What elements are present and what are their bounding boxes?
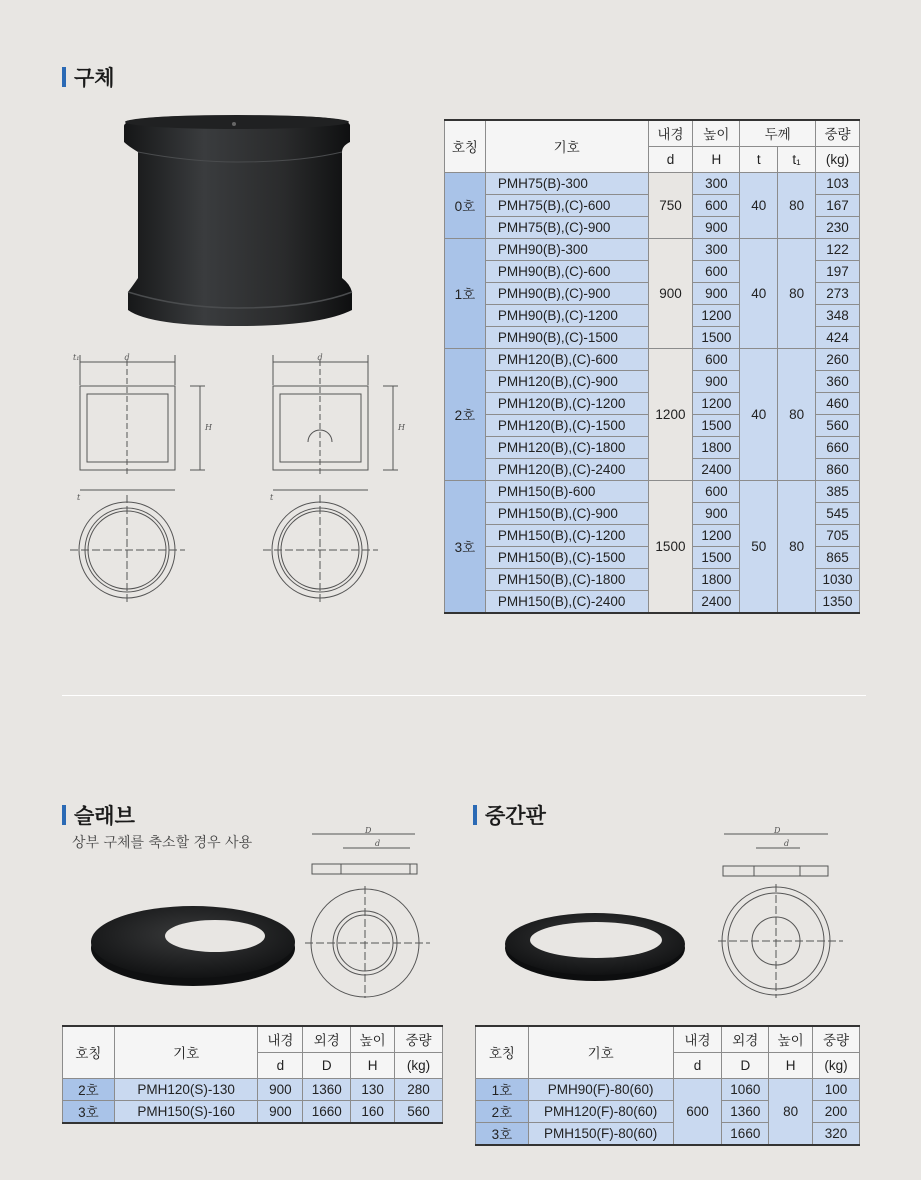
- H-cell: 1500: [693, 326, 740, 348]
- body-spec-table: [444, 119, 860, 614]
- kg-cell: 200: [813, 1100, 860, 1122]
- grade-cell: 3호: [476, 1122, 529, 1145]
- D-cell: 1660: [722, 1122, 769, 1145]
- code-cell: PMH150(B),(C)-900: [485, 502, 648, 524]
- section-title-body: [62, 62, 115, 92]
- H-cell: 600: [693, 348, 740, 370]
- H-cell: 1500: [693, 414, 740, 436]
- dim-label-d: d: [784, 839, 790, 848]
- header-kg: (kg): [395, 1052, 443, 1078]
- kg-cell: 865: [816, 546, 860, 568]
- code-cell: PMH120(B),(C)-1500: [485, 414, 648, 436]
- code-cell: PMH120(B),(C)-1800: [485, 436, 648, 458]
- section-title-mid: [473, 800, 546, 830]
- code-cell: PMH120(B),(C)-2400: [485, 458, 648, 480]
- title-accent-bar: [473, 805, 477, 825]
- H-cell: 1200: [693, 392, 740, 414]
- grade-cell: 1호: [476, 1078, 529, 1100]
- H-cell: 900: [693, 282, 740, 304]
- section-title-slab: [62, 800, 135, 830]
- code-cell: PMH75(B),(C)-900: [485, 216, 648, 238]
- header-code: 기호: [485, 120, 648, 172]
- header-d: d: [648, 146, 693, 172]
- header-D: D: [303, 1052, 351, 1078]
- header-H: H: [351, 1052, 395, 1078]
- dim-label-H: H: [205, 423, 212, 432]
- H-cell: 600: [693, 480, 740, 502]
- dim-label-d: d: [124, 353, 130, 362]
- header-kg: (kg): [813, 1052, 860, 1078]
- t1-cell: 80: [778, 480, 816, 613]
- kg-cell: 320: [813, 1122, 860, 1145]
- kg-cell: 1350: [816, 590, 860, 613]
- section-divider: [62, 695, 866, 696]
- body-drawing-b: [65, 350, 215, 610]
- code-cell: PMH120(F)-80(60): [528, 1100, 673, 1122]
- H-cell: 1800: [693, 436, 740, 458]
- header-height: 높이: [693, 120, 740, 146]
- code-cell: PMH120(B),(C)-600: [485, 348, 648, 370]
- table-row: [476, 1078, 860, 1100]
- table-row: [63, 1100, 443, 1123]
- grade-cell: 0호: [445, 172, 486, 238]
- H-cell: 300: [693, 172, 740, 194]
- d-cell: 1200: [648, 348, 693, 480]
- slab-spec-table: [62, 1025, 443, 1124]
- header-H: H: [693, 146, 740, 172]
- header-grade: 호칭: [445, 120, 486, 172]
- kg-cell: 560: [395, 1100, 443, 1123]
- t1-cell: 80: [778, 172, 816, 238]
- kg-cell: 122: [816, 238, 860, 260]
- code-cell: PMH75(B),(C)-600: [485, 194, 648, 216]
- dim-label-t1: t₁: [73, 353, 80, 362]
- header-kg: (kg): [816, 146, 860, 172]
- dim-label-d: d: [375, 839, 381, 848]
- H-cell: 2400: [693, 590, 740, 613]
- table-row: [445, 348, 860, 370]
- header-inner: 내경: [648, 120, 693, 146]
- header-outer: 외경: [303, 1026, 351, 1052]
- code-cell: PMH150(B),(C)-1200: [485, 524, 648, 546]
- H-cell: 300: [693, 238, 740, 260]
- D-cell: 1360: [303, 1078, 351, 1100]
- grade-cell: 2호: [63, 1078, 115, 1100]
- grade-cell: 2호: [445, 348, 486, 480]
- code-cell: PMH90(B),(C)-600: [485, 260, 648, 282]
- mid-plate-drawing: [718, 826, 863, 996]
- H-cell: 1500: [693, 546, 740, 568]
- kg-cell: 860: [816, 458, 860, 480]
- kg-cell: 348: [816, 304, 860, 326]
- t-cell: 40: [740, 172, 778, 238]
- header-d: d: [258, 1052, 303, 1078]
- kg-cell: 560: [816, 414, 860, 436]
- table-row: [63, 1078, 443, 1100]
- header-weight: 중량: [395, 1026, 443, 1052]
- H-cell: 160: [351, 1100, 395, 1123]
- header-t: t: [740, 146, 778, 172]
- kg-cell: 197: [816, 260, 860, 282]
- code-cell: PMH150(B),(C)-1800: [485, 568, 648, 590]
- header-weight: 중량: [813, 1026, 860, 1052]
- code-cell: PMH90(F)-80(60): [528, 1078, 673, 1100]
- t-cell: 40: [740, 238, 778, 348]
- section-title-text: 슬래브: [74, 804, 135, 828]
- dim-label-H: H: [398, 423, 405, 432]
- header-outer: 외경: [722, 1026, 769, 1052]
- section-title-text: 구체: [74, 66, 115, 90]
- H-cell: 1800: [693, 568, 740, 590]
- header-inner: 내경: [258, 1026, 303, 1052]
- grade-cell: 2호: [476, 1100, 529, 1122]
- kg-cell: 260: [816, 348, 860, 370]
- H-cell: 80: [769, 1078, 813, 1145]
- H-cell: 130: [351, 1078, 395, 1100]
- code-cell: PMH120(S)-130: [114, 1078, 258, 1100]
- header-d: d: [673, 1052, 722, 1078]
- H-cell: 900: [693, 370, 740, 392]
- H-cell: 600: [693, 194, 740, 216]
- slab-subtitle: 상부 구체를 축소할 경우 사용: [72, 835, 253, 851]
- body-drawing-c: [258, 350, 408, 610]
- code-cell: PMH150(F)-80(60): [528, 1122, 673, 1145]
- kg-cell: 230: [816, 216, 860, 238]
- kg-cell: 100: [813, 1078, 860, 1100]
- t-cell: 40: [740, 348, 778, 480]
- d-cell: 900: [258, 1078, 303, 1100]
- grade-cell: 3호: [63, 1100, 115, 1123]
- code-cell: PMH150(B)-600: [485, 480, 648, 502]
- grade-cell: 3호: [445, 480, 486, 613]
- slab-photo: [90, 900, 300, 990]
- kg-cell: 385: [816, 480, 860, 502]
- kg-cell: 273: [816, 282, 860, 304]
- code-cell: PMH150(B),(C)-1500: [485, 546, 648, 568]
- table-row: [445, 238, 860, 260]
- d-cell: 1500: [648, 480, 693, 613]
- code-cell: PMH90(B),(C)-1500: [485, 326, 648, 348]
- table-row: [445, 172, 860, 194]
- header-weight: 중량: [816, 120, 860, 146]
- d-cell: 900: [648, 238, 693, 348]
- t-cell: 50: [740, 480, 778, 613]
- header-t1: t₁: [778, 146, 816, 172]
- header-inner: 내경: [673, 1026, 722, 1052]
- kg-cell: 660: [816, 436, 860, 458]
- H-cell: 600: [693, 260, 740, 282]
- code-cell: PMH150(S)-160: [114, 1100, 258, 1123]
- header-code: 기호: [114, 1026, 258, 1078]
- dim-label-D: D: [774, 826, 781, 835]
- d-cell: 750: [648, 172, 693, 238]
- table-row: [445, 480, 860, 502]
- kg-cell: 280: [395, 1078, 443, 1100]
- header-D: D: [722, 1052, 769, 1078]
- code-cell: PMH90(B),(C)-1200: [485, 304, 648, 326]
- D-cell: 1360: [722, 1100, 769, 1122]
- grade-cell: 1호: [445, 238, 486, 348]
- kg-cell: 545: [816, 502, 860, 524]
- code-cell: PMH120(B),(C)-900: [485, 370, 648, 392]
- t1-cell: 80: [778, 238, 816, 348]
- code-cell: PMH75(B)-300: [485, 172, 648, 194]
- header-height: 높이: [351, 1026, 395, 1052]
- header-height: 높이: [769, 1026, 813, 1052]
- t1-cell: 80: [778, 348, 816, 480]
- kg-cell: 360: [816, 370, 860, 392]
- D-cell: 1660: [303, 1100, 351, 1123]
- kg-cell: 103: [816, 172, 860, 194]
- H-cell: 1200: [693, 524, 740, 546]
- kg-cell: 460: [816, 392, 860, 414]
- dim-label-D: D: [365, 826, 372, 835]
- dim-label-t: t: [270, 493, 274, 502]
- code-cell: PMH90(B),(C)-900: [485, 282, 648, 304]
- mid-plate-photo: [503, 910, 688, 985]
- dim-label-d: d: [317, 353, 323, 362]
- D-cell: 1060: [722, 1078, 769, 1100]
- header-thick: 두께: [740, 120, 816, 146]
- code-cell: PMH120(B),(C)-1200: [485, 392, 648, 414]
- title-accent-bar: [62, 805, 66, 825]
- kg-cell: 167: [816, 194, 860, 216]
- H-cell: 900: [693, 502, 740, 524]
- kg-cell: 1030: [816, 568, 860, 590]
- header-H: H: [769, 1052, 813, 1078]
- code-cell: PMH90(B)-300: [485, 238, 648, 260]
- kg-cell: 424: [816, 326, 860, 348]
- H-cell: 900: [693, 216, 740, 238]
- title-accent-bar: [62, 67, 66, 87]
- kg-cell: 705: [816, 524, 860, 546]
- d-cell: 600: [673, 1078, 722, 1145]
- d-cell: 900: [258, 1100, 303, 1123]
- code-cell: PMH150(B),(C)-2400: [485, 590, 648, 613]
- H-cell: 2400: [693, 458, 740, 480]
- H-cell: 1200: [693, 304, 740, 326]
- mid-spec-table: [475, 1025, 860, 1146]
- header-grade: 호칭: [63, 1026, 115, 1078]
- slab-drawing: [305, 826, 445, 996]
- manhole-body-photo: [120, 112, 360, 332]
- section-title-text: 중간판: [485, 804, 546, 828]
- header-code: 기호: [528, 1026, 673, 1078]
- header-grade: 호칭: [476, 1026, 529, 1078]
- dim-label-t: t: [77, 493, 81, 502]
